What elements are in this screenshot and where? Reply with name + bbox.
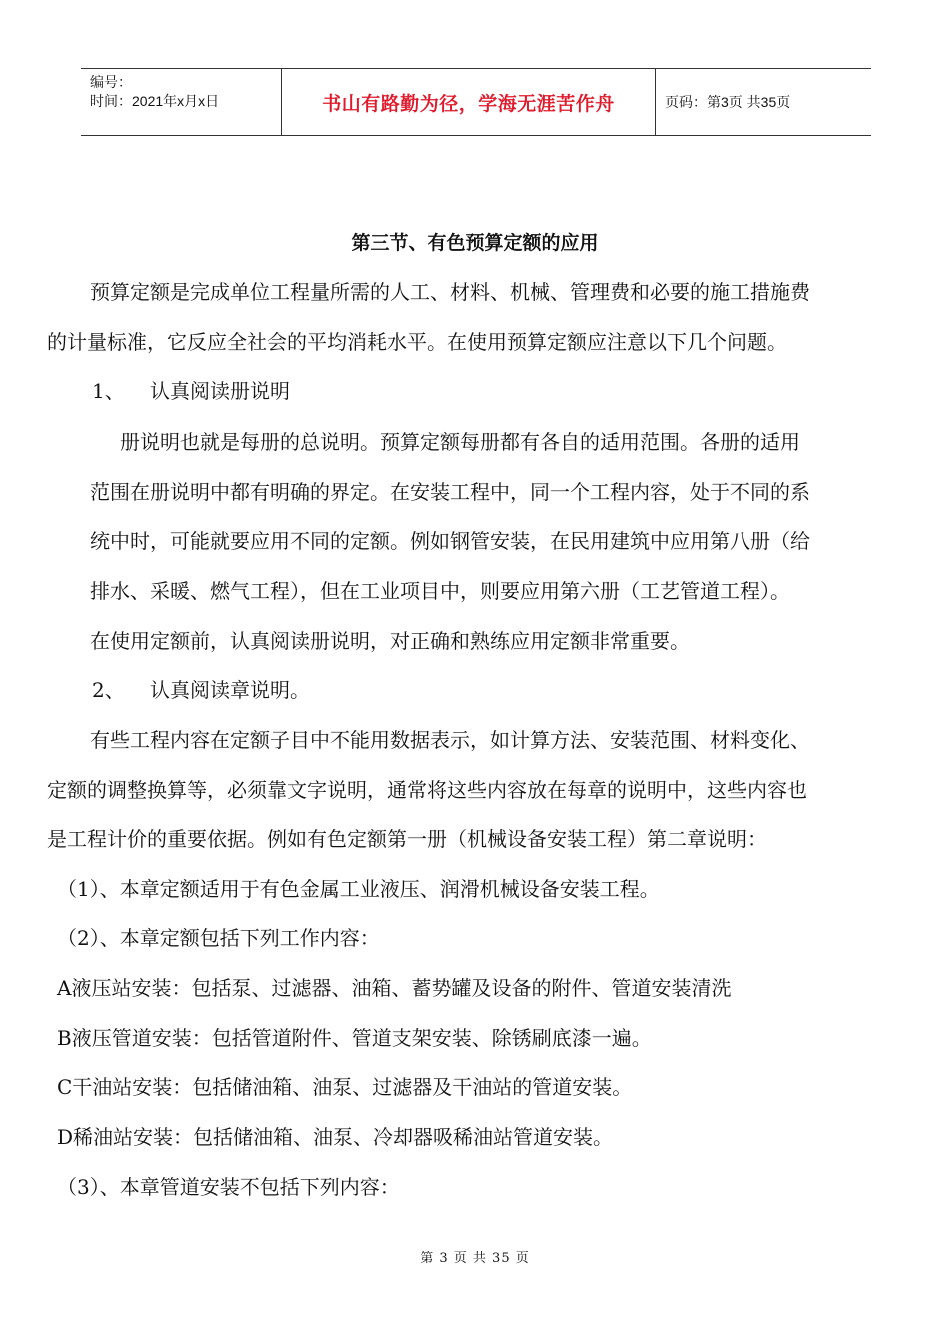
header-page-info: 页码：第3页 共35页: [665, 94, 791, 110]
item2-sub-line: （1）、本章定额适用于有色金属工业液压、润滑机械设备安装工程。: [57, 877, 660, 901]
item1-line: 范围在册说明中都有明确的界定。在安装工程中，同一个工程内容，处于不同的系: [90, 480, 810, 504]
item1-heading-line: [92, 379, 290, 403]
item2-heading: 认真阅读章说明。: [150, 678, 310, 702]
item1-line: 册说明也就是每册的总说明。预算定额每册都有各自的适用范围。各册的适用: [120, 430, 800, 454]
item1-line: 排水、采暖、燃气工程），但在工业项目中，则要应用第六册（工艺管道工程）。: [90, 579, 790, 603]
item2-sub-line: B液压管道安装：包括管道附件、管道支架安装、除锈刷底漆一遍。: [57, 1026, 652, 1050]
item2-line: 有些工程内容在定额子目中不能用数据表示，如计算方法、安装范围、材料变化、: [90, 728, 810, 752]
item2-sub-line: （3）、本章管道安装不包括下列内容：: [57, 1175, 400, 1199]
code-label: 编号：: [90, 74, 132, 90]
item1-heading: 认真阅读册说明: [150, 379, 290, 403]
item1-line: 统中时，可能就要应用不同的定额。例如钢管安装，在民用建筑中应用第八册（给: [90, 529, 810, 553]
item2-line: 定额的调整换算等，必须靠文字说明，通常将这些内容放在每章的说明中，这些内容也: [47, 778, 807, 802]
date-label: 时间：2021年x月x日: [90, 93, 220, 109]
item2-number: 2、: [92, 678, 125, 702]
item2-heading-line: [92, 678, 310, 702]
header-meta-cell: [81, 69, 282, 135]
item1-number: 1、: [92, 379, 125, 403]
item2-sub-line: C干油站安装：包括储油箱、油泵、过滤器及干油站的管道安装。: [57, 1075, 633, 1099]
item2-sub-line: （2）、本章定额包括下列工作内容：: [57, 926, 380, 950]
header-motto: 书山有路勤为径，学海无涯苦作舟: [282, 69, 656, 135]
item2-line: 是工程计价的重要依据。例如有色定额第一册（机械设备安装工程）第二章说明：: [47, 827, 767, 851]
item2-sub-line: A液压站安装：包括泵、过滤器、油箱、蓄势罐及设备的附件、管道安装清洗: [57, 976, 732, 1000]
intro-line: 预算定额是完成单位工程量所需的人工、材料、机械、管理费和必要的施工措施费: [90, 280, 810, 304]
item2-sub-line: D稀油站安装：包括储油箱、油泵、冷却器吸稀油站管道安装。: [57, 1125, 614, 1149]
intro-line: 的计量标准，它反应全社会的平均消耗水平。在使用预算定额应注意以下几个问题。: [47, 330, 787, 354]
page-footer: 第 3 页 共 35 页: [420, 1251, 530, 1266]
item1-line: 在使用定额前，认真阅读册说明，对正确和熟练应用定额非常重要。: [90, 629, 690, 653]
section-title: 第三节、有色预算定额的应用: [351, 232, 599, 254]
header-table: [81, 68, 871, 136]
